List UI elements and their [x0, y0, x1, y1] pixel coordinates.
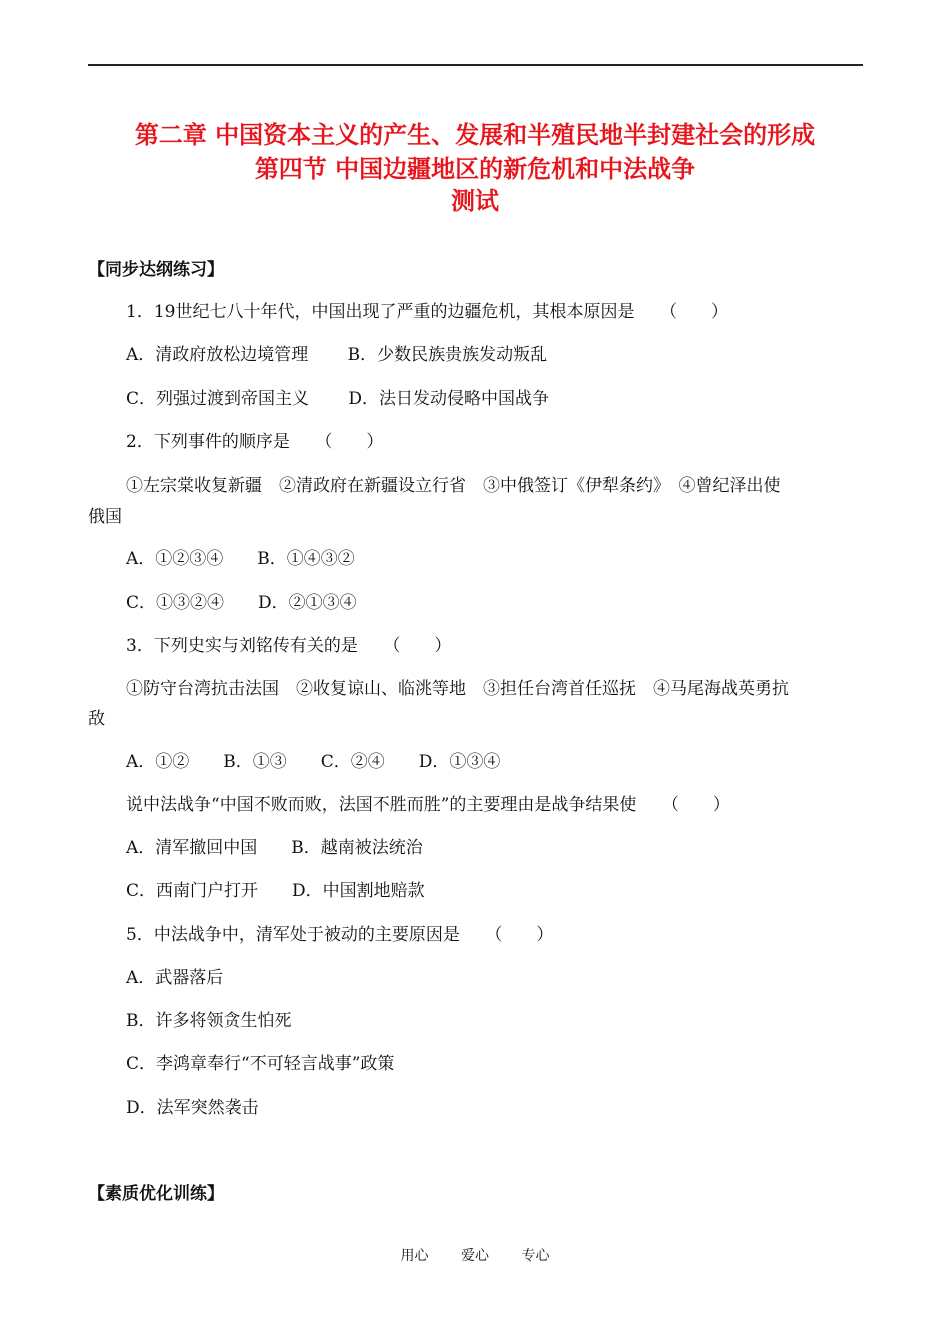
- q5-stem: 5．中法战争中，清军处于被动的主要原因是 （ ）: [126, 925, 554, 945]
- q5-option-c: C．李鸿章奉行“不可轻言战事”政策: [126, 1054, 395, 1074]
- q4-stem: 说中法战争“中国不败而败，法国不胜而胜”的主要理由是战争结果使 （ ）: [126, 795, 730, 815]
- section-heading-sync: 【同步达纲练习】: [88, 260, 224, 280]
- q5-option-b: B．许多将领贪生怕死: [126, 1011, 292, 1031]
- q2-items-line1: ①左宗棠收复新疆 ②清政府在新疆设立行省 ③中俄签订《伊犁条约》 ④曾纪泽出使: [126, 476, 781, 496]
- q5-option-d: D．法军突然袭击: [126, 1098, 259, 1118]
- footer-word: 专心: [521, 1248, 550, 1264]
- header-rule: [88, 64, 863, 66]
- q3-stem: 3．下列史实与刘铭传有关的是 （ ）: [126, 636, 452, 656]
- q1-stem: 1．19世纪七八十年代，中国出现了严重的边疆危机，其根本原因是 （ ）: [126, 302, 728, 322]
- q1-options-ab: A．清政府放松边境管理 B．少数民族贵族发动叛乱: [126, 345, 548, 365]
- page-footer: [0, 1246, 950, 1266]
- q2-stem: 2．下列事件的顺序是 （ ）: [126, 432, 384, 452]
- chapter-title: 第二章 中国资本主义的产生、发展和半殖民地半封建社会的形成: [134, 121, 816, 149]
- q2-options-cd: C．①③②④ D．②①③④: [126, 593, 357, 613]
- test-title: 测试: [451, 187, 499, 215]
- q2-options-ab: A．①②③④ B．①④③②: [126, 549, 355, 569]
- footer-word: 爱心: [461, 1248, 489, 1264]
- q5-option-a: A．武器落后: [126, 968, 224, 988]
- q4-options-cd: C．西南门户打开 D．中国割地赔款: [126, 881, 425, 901]
- q4-options-ab: A．清军撤回中国 B．越南被法统治: [126, 838, 423, 858]
- footer-word: 用心: [400, 1248, 429, 1264]
- q2-items-line2: 俄国: [88, 507, 122, 527]
- section-title: 第四节 中国边疆地区的新危机和中法战争: [254, 155, 696, 183]
- q3-items-line2: 敌: [88, 709, 105, 729]
- q1-options-cd: C．列强过渡到帝国主义 D．法日发动侵略中国战争: [126, 389, 550, 409]
- q3-items-line1: ①防守台湾抗击法国 ②收复谅山、临洮等地 ③担任台湾首任巡抚 ④马尾海战英勇抗: [126, 679, 789, 699]
- section-heading-quality: 【素质优化训练】: [88, 1184, 224, 1204]
- q3-options: A．①② B．①③ C．②④ D．①③④: [126, 752, 501, 772]
